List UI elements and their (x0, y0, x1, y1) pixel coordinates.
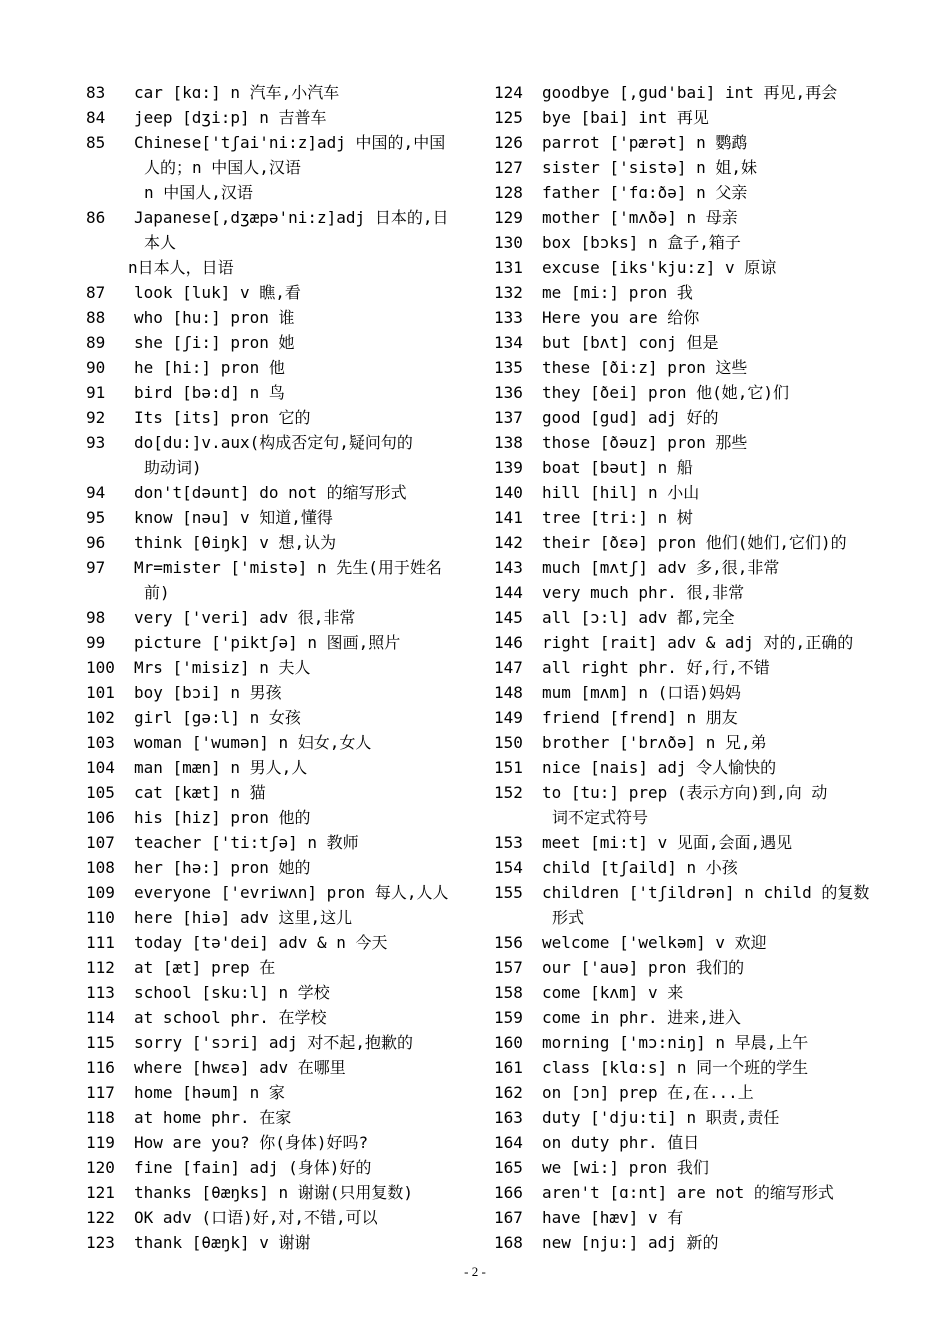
vocab-entry (86, 880, 471, 905)
vocab-entry (86, 1080, 471, 1105)
entry-text: he [hi:] pron 他 (134, 358, 285, 377)
entry-text: Japanese[,dʒæpə'ni:z]adj 日本的,日 (134, 208, 449, 227)
entry-number: 141 (494, 508, 523, 527)
entry-text: but [bʌt] conj 但是 (542, 333, 719, 352)
entry-number: 121 (86, 1183, 115, 1202)
entry-number: 131 (494, 258, 523, 277)
entry-text: boat [bəut] n 船 (542, 458, 693, 477)
vocab-entry (86, 605, 471, 630)
entry-number: 159 (494, 1008, 523, 1027)
vocab-entry (494, 1130, 879, 1155)
vocab-entry (494, 1230, 879, 1255)
vocab-entry (86, 755, 471, 780)
entry-text: new [nju:] adj 新的 (542, 1233, 719, 1252)
entry-number: 112 (86, 958, 115, 977)
entry-number: 138 (494, 433, 523, 452)
entry-text: today [tə'dei] adv & n 今天 (134, 933, 388, 952)
vocab-entry (86, 955, 471, 980)
vocab-entry (86, 505, 471, 530)
entry-number: 100 (86, 658, 115, 677)
entry-text: OK adv (口语)好,对,不错,可以 (134, 1208, 378, 1227)
entry-number: 107 (86, 833, 115, 852)
entry-text: on duty phr. 值日 (542, 1133, 700, 1152)
entry-number: 88 (86, 308, 106, 327)
entry-text: woman ['wumən] n 妇女,女人 (134, 733, 372, 752)
entry-text: where [hwεə] adv 在哪里 (134, 1058, 346, 1077)
entry-text: much [mʌtʃ] adv 多,很,非常 (542, 558, 780, 577)
vocab-entry (86, 780, 471, 805)
vocab-entry (494, 1155, 879, 1180)
entry-number: 127 (494, 158, 523, 177)
entry-text: Chinese['tʃai'ni:z]adj 中国的,中国 (134, 133, 446, 152)
vocab-entry (494, 780, 879, 805)
entry-number: 139 (494, 458, 523, 477)
entry-number: 142 (494, 533, 523, 552)
entry-number: 128 (494, 183, 523, 202)
entry-text: they [ðei] pron 他(她,它)们 (542, 383, 790, 402)
entry-number: 86 (86, 208, 106, 227)
entry-number: 103 (86, 733, 115, 752)
vocab-entry (494, 305, 879, 330)
entry-number: 113 (86, 983, 115, 1002)
entry-text: boy [bɔi] n 男孩 (134, 683, 282, 702)
entry-number: 83 (86, 83, 106, 102)
entry-number: 151 (494, 758, 523, 777)
entry-number: 163 (494, 1108, 523, 1127)
entry-number: 130 (494, 233, 523, 252)
entry-text: child [tʃaild] n 小孩 (542, 858, 738, 877)
entry-number: 89 (86, 333, 106, 352)
vocab-entry (86, 830, 471, 855)
vocab-entry (86, 380, 471, 405)
vocab-entry (494, 530, 879, 555)
entry-text: car [kɑ:] n 汽车,小汽车 (134, 83, 340, 102)
vocab-entry (494, 830, 879, 855)
entry-number: 111 (86, 933, 115, 952)
vocab-entry (86, 980, 471, 1005)
entry-text: hill [hil] n 小山 (542, 483, 700, 502)
vocab-entry (494, 680, 879, 705)
entry-text: very much phr. 很,非常 (542, 583, 745, 602)
entry-number: 157 (494, 958, 523, 977)
entry-text: girl [gə:l] n 女孩 (134, 708, 301, 727)
entry-text: right [rait] adv & adj 对的,正确的 (542, 633, 854, 652)
vocab-entry (86, 105, 471, 130)
entry-text: teacher ['ti:tʃə] n 教师 (134, 833, 359, 852)
entry-number: 93 (86, 433, 106, 452)
entry-text: meet [mi:t] v 见面,会面,遇见 (542, 833, 793, 852)
vocab-entry (494, 180, 879, 205)
entry-continuation: n 中国人,汉语 (144, 183, 253, 202)
vocab-entry (494, 1005, 879, 1030)
vocab-entry (86, 1105, 471, 1130)
entry-number: 153 (494, 833, 523, 852)
entry-text: excuse [iks'kju:z] v 原谅 (542, 258, 777, 277)
vocab-entry (494, 280, 879, 305)
vocab-entry (86, 1030, 471, 1055)
vocab-entry (86, 1130, 471, 1155)
entry-number: 165 (494, 1158, 523, 1177)
vocab-entry (86, 280, 471, 305)
entry-text: these [ði:z] pron 这些 (542, 358, 748, 377)
vocab-entry (494, 605, 879, 630)
entry-number: 125 (494, 108, 523, 127)
entry-text: morning ['mɔ:niŋ] n 早晨,上午 (542, 1033, 809, 1052)
vocab-entry (494, 580, 879, 605)
vocab-entry (494, 755, 879, 780)
entry-text: we [wi:] pron 我们 (542, 1158, 709, 1177)
entry-number: 132 (494, 283, 523, 302)
page-number: - 2 - (464, 1264, 486, 1279)
entry-number: 160 (494, 1033, 523, 1052)
vocab-entry (494, 880, 879, 905)
entry-number: 101 (86, 683, 115, 702)
entry-text: mum [mʌm] n (口语)妈妈 (542, 683, 741, 702)
vocab-entry (494, 105, 879, 130)
vocab-entry (494, 480, 879, 505)
entry-number: 147 (494, 658, 523, 677)
entry-text: Mr=mister ['mistə] n 先生(用于姓名 (134, 558, 442, 577)
vocab-entry (494, 330, 879, 355)
vocab-entry (494, 1080, 879, 1105)
vocab-entry (494, 405, 879, 430)
vocab-entry (494, 855, 879, 880)
vocab-entry (494, 505, 879, 530)
vocab-entry (494, 705, 879, 730)
vocab-entry (86, 905, 471, 930)
entry-number: 124 (494, 83, 523, 102)
entry-text: friend [frend] n 朋友 (542, 708, 738, 727)
entry-number: 87 (86, 283, 106, 302)
entry-text: her [hə:] pron 她的 (134, 858, 311, 877)
vocab-entry (86, 205, 471, 230)
entry-number: 149 (494, 708, 523, 727)
vocab-entry (494, 930, 879, 955)
entry-text: Mrs ['misiz] n 夫人 (134, 658, 311, 677)
entry-text: goodbye [,gud'bai] int 再见,再会 (542, 83, 838, 102)
vocab-entry (86, 305, 471, 330)
entry-text: fine [fain] adj (身体)好的 (134, 1158, 372, 1177)
entry-text: man [mæn] n 男人,人 (134, 758, 308, 777)
entry-number: 105 (86, 783, 115, 802)
entry-number: 143 (494, 558, 523, 577)
entry-text: cat [kæt] n 猫 (134, 783, 266, 802)
entry-text: those [ðəuz] pron 那些 (542, 433, 748, 452)
vocab-entry (494, 980, 879, 1005)
entry-text: duty ['dju:ti] n 职责,责任 (542, 1108, 780, 1127)
entry-number: 158 (494, 983, 523, 1002)
entry-number: 114 (86, 1008, 115, 1027)
vocab-entry (86, 855, 471, 880)
vocab-entry (86, 630, 471, 655)
entry-text: Here you are 给你 (542, 308, 700, 327)
vocab-entry (494, 255, 879, 280)
entry-continuation: 助动词) (144, 458, 202, 477)
entry-text: sister ['sistə] n 姐,妹 (542, 158, 758, 177)
vocab-entry (86, 705, 471, 730)
entry-number: 123 (86, 1233, 115, 1252)
entry-number: 161 (494, 1058, 523, 1077)
entry-text: all right phr. 好,行,不错 (542, 658, 770, 677)
entry-text: brother ['brʌðə] n 兄,弟 (542, 733, 767, 752)
vocab-entry (86, 1205, 471, 1230)
entry-text: box [bɔks] n 盒子,箱子 (542, 233, 741, 252)
vocab-entry (494, 1205, 879, 1230)
entry-text: do[du:]v.aux(构成否定句,疑问句的 (134, 433, 413, 452)
entry-number: 99 (86, 633, 106, 652)
entry-number: 120 (86, 1158, 115, 1177)
vocab-entry (494, 80, 879, 105)
vocab-entry (86, 355, 471, 380)
entry-number: 152 (494, 783, 523, 802)
vocab-entry (86, 655, 471, 680)
vocab-entry (86, 80, 471, 105)
entry-text: at school phr. 在学校 (134, 1008, 327, 1027)
entry-continuation: 本人 (144, 233, 177, 252)
entry-number: 148 (494, 683, 523, 702)
vocab-entry (86, 530, 471, 555)
entry-number: 95 (86, 508, 106, 527)
vocab-entry (494, 1055, 879, 1080)
vocab-entry (86, 130, 471, 155)
vocab-entry (86, 680, 471, 705)
entry-text: know [nəu] v 知道,懂得 (134, 508, 333, 527)
entry-number: 104 (86, 758, 115, 777)
entry-text: class [klɑ:s] n 同一个班的学生 (542, 1058, 809, 1077)
vocab-entry (494, 380, 879, 405)
vocab-entry (494, 730, 879, 755)
left-column (86, 80, 471, 1255)
entry-number: 96 (86, 533, 106, 552)
entry-text: How are you? 你(身体)好吗? (134, 1133, 369, 1152)
entry-text: our ['auə] pron 我们的 (542, 958, 745, 977)
entry-text: his [hiz] pron 他的 (134, 808, 311, 827)
entry-text: at home phr. 在家 (134, 1108, 292, 1127)
entry-text: don't[dəunt] do not 的缩写形式 (134, 483, 407, 502)
entry-text: aren't [ɑ:nt] are not 的缩写形式 (542, 1183, 834, 1202)
entry-number: 122 (86, 1208, 115, 1227)
entry-continuation: 词不定式符号 (552, 808, 649, 827)
entry-continuation: n日本人，日语 (128, 258, 234, 277)
entry-text: she [ʃi:] pron 她 (134, 333, 295, 352)
entry-text: home [həum] n 家 (134, 1083, 285, 1102)
entry-number: 84 (86, 108, 106, 127)
entry-text: school [sku:l] n 学校 (134, 983, 330, 1002)
vocab-entry (494, 455, 879, 480)
entry-text: at [æt] prep 在 (134, 958, 276, 977)
entry-number: 92 (86, 408, 106, 427)
entry-number: 168 (494, 1233, 523, 1252)
entry-number: 90 (86, 358, 106, 377)
entry-text: thank [θæŋk] v 谢谢 (134, 1233, 311, 1252)
vocab-entry (494, 630, 879, 655)
entry-number: 134 (494, 333, 523, 352)
vocab-entry (86, 930, 471, 955)
entry-text: parrot ['pærət] n 鹦鹉 (542, 133, 748, 152)
vocab-entry (86, 1230, 471, 1255)
entry-text: all [ɔ:l] adv 都,完全 (542, 608, 735, 627)
entry-continuation: 形式 (552, 908, 585, 927)
entry-text: tree [tri:] n 树 (542, 508, 693, 527)
vocab-entry (86, 1055, 471, 1080)
entry-number: 167 (494, 1208, 523, 1227)
vocab-entry (494, 1030, 879, 1055)
entry-number: 133 (494, 308, 523, 327)
entry-number: 97 (86, 558, 106, 577)
entry-text: on [ɔn] prep 在,在...上 (542, 1083, 754, 1102)
entry-number: 162 (494, 1083, 523, 1102)
vocab-entry (86, 1005, 471, 1030)
entry-text: here [hiə] adv 这里,这儿 (134, 908, 353, 927)
entry-continuation: 前) (144, 583, 170, 602)
entry-number: 136 (494, 383, 523, 402)
entry-text: to [tu:] prep (表示方向)到,向 动 (542, 783, 828, 802)
entry-text: children ['tʃildrən] n child 的复数 (542, 883, 870, 902)
entry-text: their [ðεə] pron 他们(她们,它们)的 (542, 533, 847, 552)
entry-number: 106 (86, 808, 115, 827)
entry-continuation: 人的；n 中国人,汉语 (144, 158, 301, 177)
vocab-entry (494, 205, 879, 230)
vocab-entry (494, 955, 879, 980)
entry-number: 102 (86, 708, 115, 727)
vocab-entry (86, 480, 471, 505)
vocab-entry (86, 1155, 471, 1180)
entry-text: bird [bə:d] n 鸟 (134, 383, 285, 402)
vocab-entry (494, 230, 879, 255)
entry-number: 108 (86, 858, 115, 877)
entry-text: thanks [θæŋks] n 谢谢(只用复数) (134, 1183, 414, 1202)
entry-number: 156 (494, 933, 523, 952)
entry-number: 126 (494, 133, 523, 152)
entry-number: 137 (494, 408, 523, 427)
vocab-entry (86, 330, 471, 355)
vocab-entry (86, 555, 471, 580)
entry-number: 144 (494, 583, 523, 602)
entry-number: 164 (494, 1133, 523, 1152)
entry-text: mother ['mʌðə] n 母亲 (542, 208, 738, 227)
entry-number: 115 (86, 1033, 115, 1052)
entry-number: 150 (494, 733, 523, 752)
entry-number: 140 (494, 483, 523, 502)
entry-number: 146 (494, 633, 523, 652)
entry-text: come in phr. 进来,进入 (542, 1008, 741, 1027)
entry-number: 109 (86, 883, 115, 902)
vocab-entry (494, 555, 879, 580)
vocab-entry (86, 405, 471, 430)
entry-text: look [luk] v 瞧,看 (134, 283, 301, 302)
entry-text: welcome ['welkəm] v 欢迎 (542, 933, 767, 952)
entry-number: 129 (494, 208, 523, 227)
entry-number: 94 (86, 483, 106, 502)
entry-number: 154 (494, 858, 523, 877)
vocab-entry (86, 730, 471, 755)
entry-text: come [kʌm] v 来 (542, 983, 684, 1002)
entry-number: 98 (86, 608, 106, 627)
entry-number: 118 (86, 1108, 115, 1127)
right-column (494, 80, 879, 1255)
vocab-entry (494, 355, 879, 380)
vocab-entry (494, 430, 879, 455)
entry-number: 91 (86, 383, 106, 402)
entry-text: jeep [dʒi:p] n 吉普车 (134, 108, 327, 127)
vocab-entry (494, 155, 879, 180)
entry-number: 110 (86, 908, 115, 927)
entry-text: who [hu:] pron 谁 (134, 308, 295, 327)
entry-number: 85 (86, 133, 106, 152)
entry-number: 119 (86, 1133, 115, 1152)
entry-number: 117 (86, 1083, 115, 1102)
vocab-entry (86, 1180, 471, 1205)
vocab-entry (494, 130, 879, 155)
entry-text: very ['veri] adv 很,非常 (134, 608, 356, 627)
vocab-entry (86, 805, 471, 830)
entry-number: 145 (494, 608, 523, 627)
entry-text: picture ['piktʃə] n 图画,照片 (134, 633, 401, 652)
entry-text: sorry ['sɔri] adj 对不起,抱歉的 (134, 1033, 414, 1052)
entry-text: good [gud] adj 好的 (542, 408, 719, 427)
entry-number: 166 (494, 1183, 523, 1202)
vocab-entry (494, 655, 879, 680)
entry-number: 135 (494, 358, 523, 377)
entry-text: father ['fɑ:ðə] n 父亲 (542, 183, 748, 202)
entry-number: 116 (86, 1058, 115, 1077)
entry-text: me [mi:] pron 我 (542, 283, 693, 302)
vocab-entry (494, 1105, 879, 1130)
entry-text: Its [its] pron 它的 (134, 408, 311, 427)
entry-text: have [hæv] v 有 (542, 1208, 684, 1227)
entry-text: nice [nais] adj 令人愉快的 (542, 758, 777, 777)
entry-text: bye [bai] int 再见 (542, 108, 709, 127)
entry-text: everyone ['evriwʌn] pron 每人,人人 (134, 883, 449, 902)
entry-number: 155 (494, 883, 523, 902)
vocab-entry (494, 1180, 879, 1205)
vocab-entry (86, 430, 471, 455)
entry-text: think [θiŋk] v 想,认为 (134, 533, 337, 552)
